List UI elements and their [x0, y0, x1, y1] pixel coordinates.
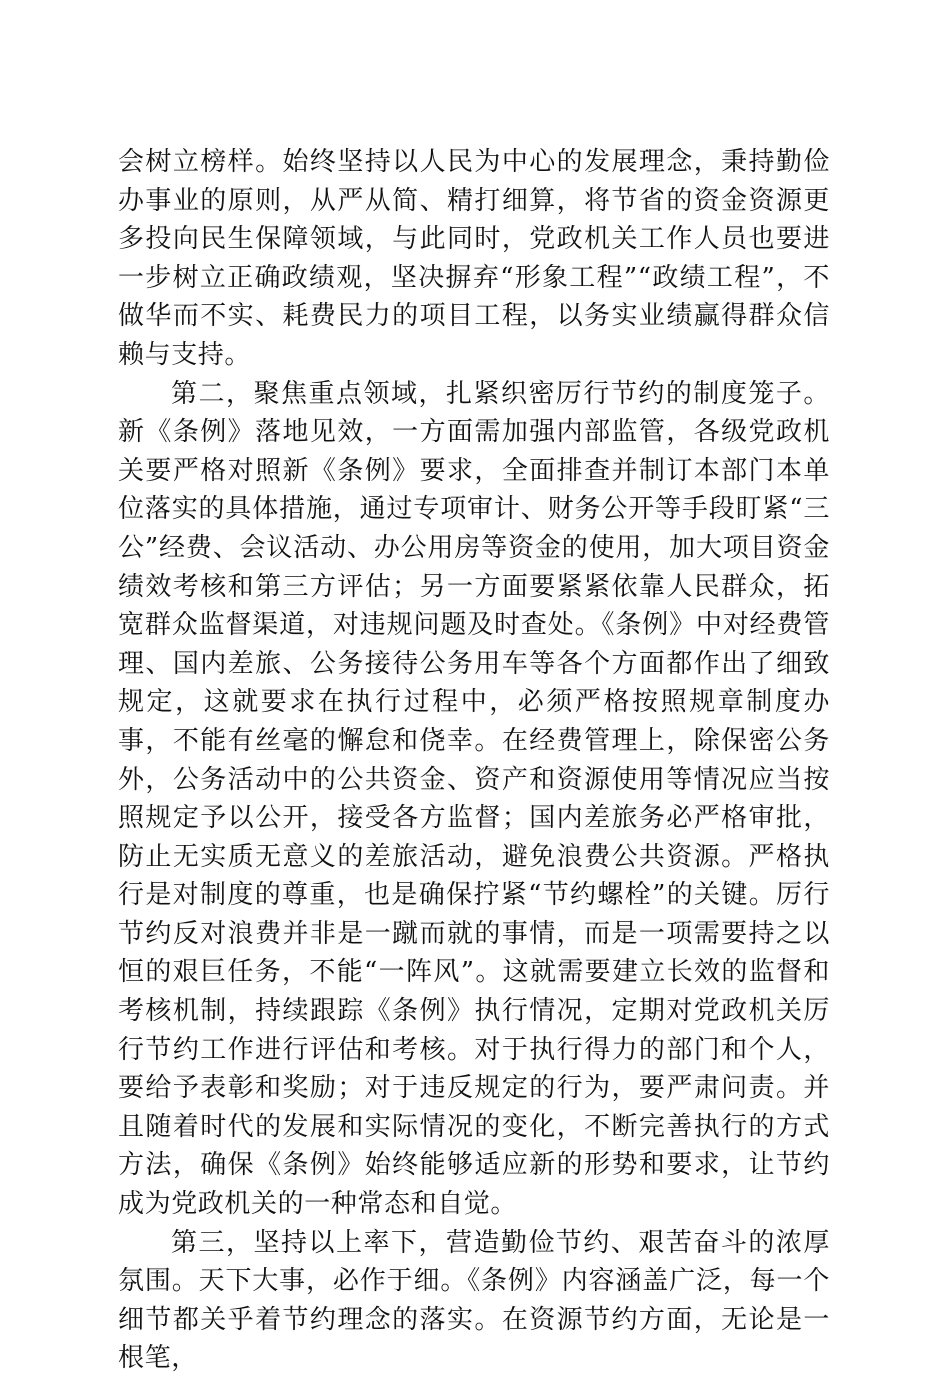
paragraph-continuation: 会树立榜样。始终坚持以人民为中心的发展理念，秉持勤俭办事业的原则，从严从简、精打细算，将节省的资金资源更多投向民生保障领域，与此同时，党政机关工作人员也要进一步树立正确政绩观，坚决摒弃“形象工程”“政绩工程”，不做华而不实、耗费民力的项目工程，以务实业绩赢得群众信赖与支持。 [118, 147, 830, 370]
document-body [118, 143, 830, 1378]
paragraph-second-point: 第二，聚焦重点领域，扎紧织密厉行节约的制度笼子。新《条例》落地见效，一方面需加强内部监管，各级党政机关要严格对照新《条例》要求，全面排查并制订本部门本单位落实的具体措施，通过专项审计、财务公开等手段盯紧“三公”经费、会议活动、办公用房等资金的使用，加大项目资金绩效考核和第三方评估；另一方面要紧紧依靠人民群众，拓宽群众监督渠道，对违规问题及时查处。《条例》中对经费管理、国内差旅、公务接待公务用车等各个方面都作出了细致规定，这就要求在执行过程中，必须严格按照规章制度办事，不能有丝毫的懈怠和侥幸。在经费管理上，除保密公务外，公务活动中的公共资金、资产和资源使用等情况应当按照规定予以公开，接受各方监督；国内差旅务必严格审批，防止无实质无意义的差旅活动，避免浪费公共资源。严格执行是对制度的尊重，也是确保拧紧“节约螺栓”的关键。厉行节约反对浪费并非是一蹴而就的事情，而是一项需要持之以恒的艰巨任务，不能“一阵风”。这就需要建立长效的监督和考核机制，持续跟踪《条例》执行情况，定期对党政机关厉行节约工作进行评估和考核。对于执行得力的部门和个人，要给予表彰和奖励；对于违反规定的行为，要严肃问责。并且随着时代的发展和实际情况的变化，不断完善执行的方式方法，确保《条例》始终能够适应新的形势和要求，让节约成为党政机关的一种常态和自觉。 [118, 378, 830, 1220]
paragraph-third-point: 第三，坚持以上率下，营造勤俭节约、艰苦奋斗的浓厚氛围。天下大事，必作于细。《条例》内容涵盖广泛，每一个细节都关乎着节约理念的落实。在资源节约方面，无论是一根笔， [118, 1227, 830, 1374]
